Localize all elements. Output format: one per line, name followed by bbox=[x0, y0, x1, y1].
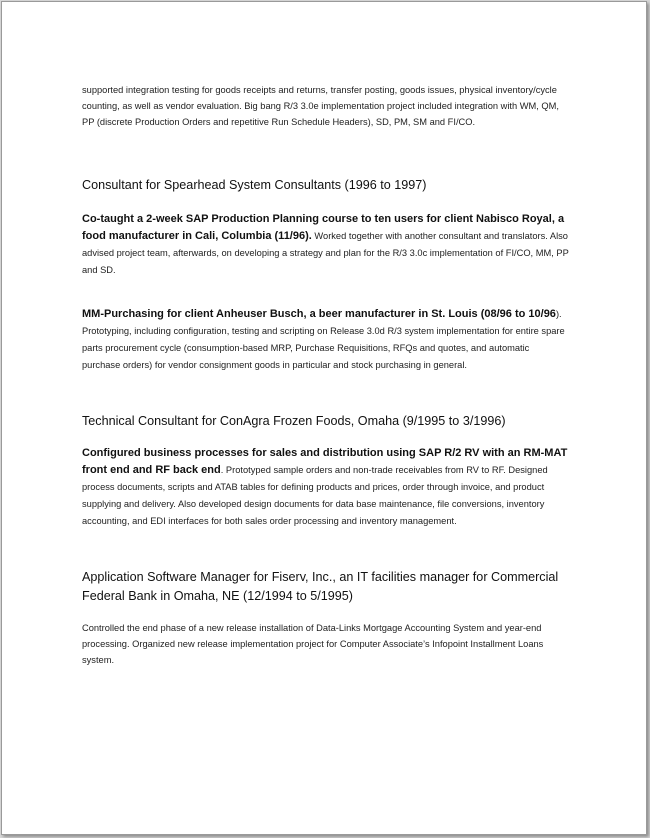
intro-paragraph: supported integration testing for goods receipts and returns, transfer posting, goods issues, physical inventory/cycle counting, as well as vendor evaluation. Big bang R/3 3.0e implementation project included integration with WM, QM, PP (discrete Production Orders and repetitive Run Schedule Headers), SD, PM, SM and FI/CO. bbox=[82, 85, 559, 127]
entry-anheuser bbox=[82, 306, 570, 374]
entry-conagra-text: . Prototyped sample orders and non-trade receivables from RV to RF. Designed process documents, scripts and ATAB tables for defining products and prices, order through invoice, and product supplying and delivery. Also developed design documents for data base maintenance, file conversions, inventory accounting, and EDI interfaces for both sales order processing and inventory management. bbox=[82, 465, 548, 526]
fiserv-body: Controlled the end phase of a new release installation of Data-Links Mortgage Accounting System and year-end processing. Organized new release implementation project for Computer Associate’s Infopoint Installment Loans system. bbox=[82, 623, 544, 665]
document-content bbox=[82, 82, 570, 668]
section-heading-spearhead: Consultant for Spearhead System Consultants (1996 to 1997) bbox=[82, 178, 427, 192]
section-heading-fiserv: Application Software Manager for Fiserv, Inc., an IT facilities manager for Commercial Federal Bank in Omaha, NE (12/1994 to 5/1995) bbox=[82, 570, 559, 603]
entry-anheuser-bold: MM-Purchasing for client Anheuser Busch, a beer manufacturer in St. Louis (08/96 to 10/96 bbox=[82, 308, 556, 320]
document-page bbox=[1, 1, 647, 835]
entry-nabisco-text: Worked together with another consultant and translators. Also advised project team, afterwards, on developing a strategy and plan for the R/3 3.0c implementation of FI/CO, MM, PP and SD. bbox=[82, 231, 569, 275]
entry-nabisco-bold: Co-taught a 2-week SAP Production Planning course to ten users for client Nabisco Royal, a food manufacturer in Cali, Columbia (11/96). bbox=[82, 213, 565, 242]
entry-nabisco bbox=[82, 211, 570, 279]
entry-conagra-bold: Configured business processes for sales and distribution using SAP R/2 RV with an RM-MAT front end and RF back end bbox=[82, 447, 568, 476]
section-heading-conagra: Technical Consultant for ConAgra Frozen Foods, Omaha (9/1995 to 3/1996) bbox=[82, 414, 506, 428]
entry-anheuser-text: ). Prototyping, including configuration, testing and scripting on Release 3.0d R/3 system implementation for entire spare parts procurement cycle (consumption-based MRP, Purchase Requisitions, RFQs and quotes, and automatic purchase orders) for vendor consignment goods in particular and stock purchasing in general. bbox=[82, 309, 565, 370]
entry-conagra bbox=[82, 445, 570, 530]
